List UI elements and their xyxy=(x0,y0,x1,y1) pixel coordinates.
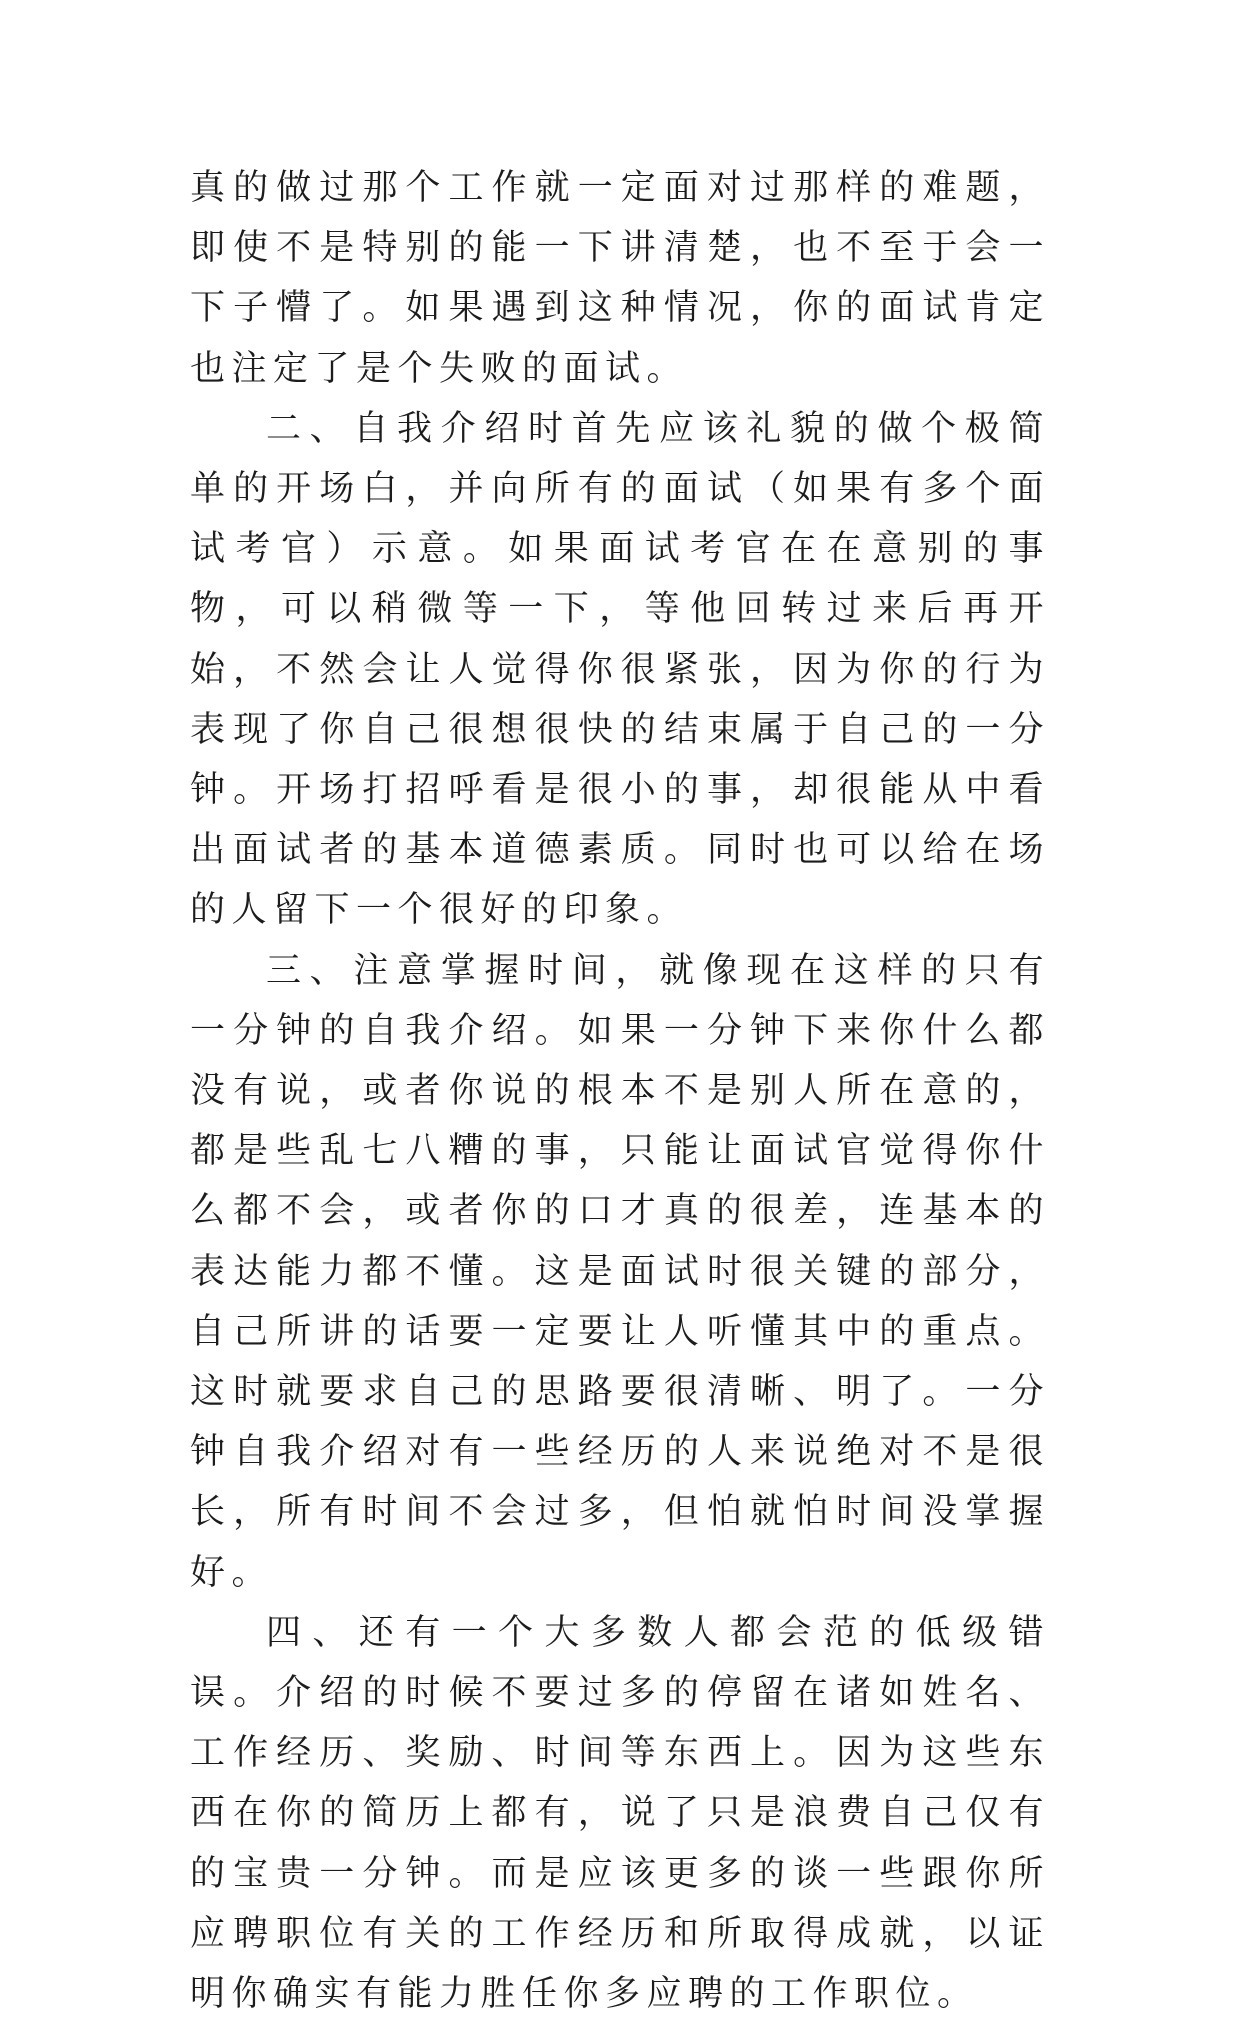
paragraph-point-two: 二、自我介绍时首先应该礼貌的做个极简单的开场白，并向所有的面试（如果有多个面试考官）示意。如果面试考官在在意别的事物，可以稍微等一下，等他回转过来后再开始，不然会让人觉得你很紧张，因为你的行为表现了你自己很想很快的结束属于自己的一分钟。开场打招呼看是很小的事，却很能从中看出面试者的基本道德素质。同时也可以给在场的人留下一个很好的印象。 xyxy=(190,408,1050,931)
document-body xyxy=(190,158,1050,2024)
paragraph-continuation: 真的做过那个工作就一定面对过那样的难题，即使不是特别的能一下讲清楚，也不至于会一下子懵了。如果遇到这种情况，你的面试肯定也注定了是个失败的面试。 xyxy=(190,168,1050,389)
paragraph-point-three: 三、注意掌握时间，就像现在这样的只有一分钟的自我介绍。如果一分钟下来你什么都没有说，或者你说的根本不是别人所在意的，都是些乱七八糟的事，只能让面试官觉得你什么都不会，或者你的口才真的很差，连基本的表达能力都不懂。这是面试时很关键的部分，自己所讲的话要一定要让人听懂其中的重点。这时就要求自己的思路要很清晰、明了。一分钟自我介绍对有一些经历的人来说绝对不是很长，所有时间不会过多，但怕就怕时间没掌握好。 xyxy=(190,950,1050,1593)
paragraph-point-four: 四、还有一个大多数人都会范的低级错误。介绍的时候不要过多的停留在诸如姓名、工作经历、奖励、时间等东西上。因为这些东西在你的简历上都有，说了只是浪费自己仅有的宝贵一分钟。而是应该更多的谈一些跟你所应聘职位有关的工作经历和所取得成就，以证明你确实有能力胜任你多应聘的工作职位。 xyxy=(190,1612,1050,2015)
